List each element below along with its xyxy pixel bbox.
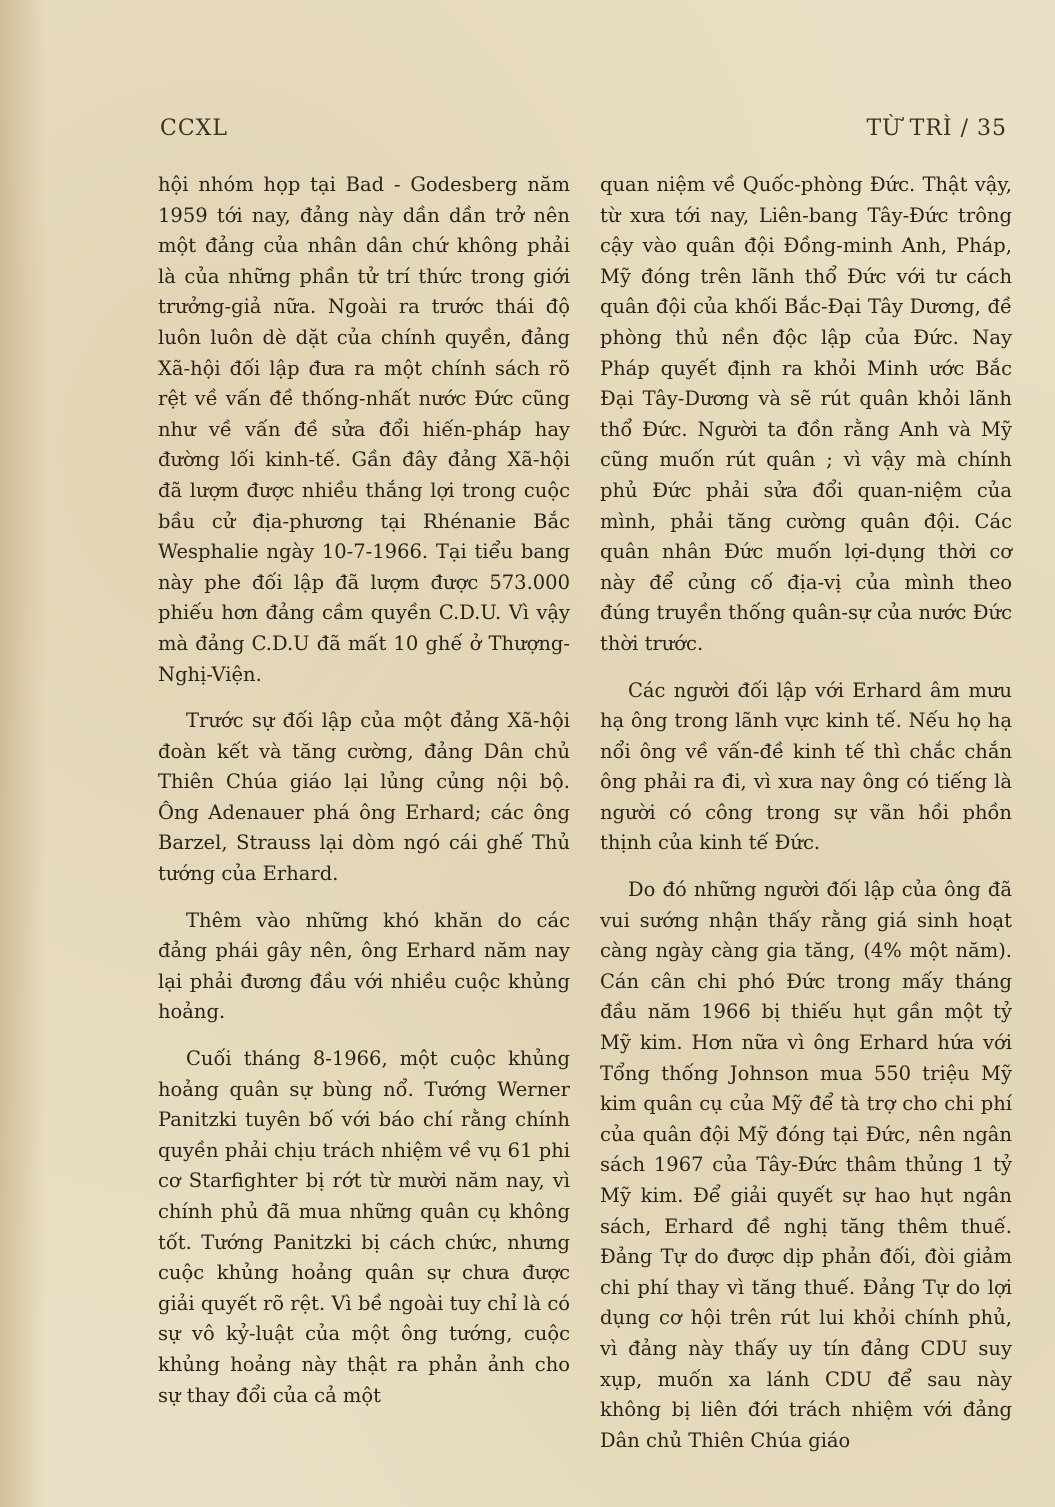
header-right-label: TỪ TRÌ / 35 — [866, 116, 1007, 141]
paragraph: Các người đối lập với Erhard âm mưu hạ ông trong lãnh vực kinh tế. Nếu họ hạ nổi ông về vấn-đề kinh tế thì chắc chắn ông phải ra đi, vì xưa nay ông có tiếng là người có công trong sự vãn hồi phồn thịnh của kinh tế Đức. — [600, 678, 1012, 855]
left-text-column — [158, 170, 570, 1427]
header-left-label: CCXL — [160, 116, 228, 141]
paragraph: hội nhóm họp tại Bad - Godesberg năm 1959 tới nay, đảng này dần dần trở nên một đảng của nhân dân chứ không phải là của những phần tử trí thức trong giới trưởng-giả nữa. Ngoài ra trước thái độ luôn luôn dè dặt của chính quyền, đảng Xã-hội đối lập đưa ra một chính sách rõ rệt về vấn đề thống-nhất nước Đức cũng như về vấn đề sửa đổi hiến-pháp hay đường lối kinh-tế. Gần đây đảng Xã-hội đã lượm được nhiều thắng lợi trong cuộc bầu cử địa-phương tại Rhénanie Bắc Wesphalie ngày 10-7-1966. Tại tiểu bang này phe đối lập đã lượm được 573.000 phiếu hơn đảng cầm quyền C.D.U. Vì vậy mà đảng C.D.U đã mất 10 ghế ở Thượng-Nghị-Viện. — [158, 173, 570, 686]
right-text-column — [600, 170, 1012, 1472]
paragraph: Do đó những người đối lập của ông đã vui sướng nhận thấy rằng giá sinh hoạt càng ngày càng gia tăng, (4% một năm). Cán cân chi phó Đức trong mấy tháng đầu năm 1966 bị thiếu hụt gần một tỷ Mỹ kim. Hơn nữa vì ông Erhard hứa với Tổng thống Johnson mua 550 triệu Mỹ kim quân cụ của Mỹ để tà trợ cho chi phí của quân đội Mỹ đóng tại Đức, nên ngân sách 1967 của Tây-Đức thâm thủng 1 tỷ Mỹ kim. Để giải quyết sự hao hụt ngân sách, Erhard đề nghị tăng thêm thuế. Đảng Tự do được dịp phản đối, đòi giảm chi phí thay vì tăng thuế. Đảng Tự do lợi dụng cơ hội trên rút lui khỏi chính phủ, vì đảng này thấy uy tín đảng CDU suy xụp, muốn xa lánh CDU để sau này không bị liên đới trách nhiệm với đảng Dân chủ Thiên Chúa giáo — [600, 878, 1012, 1452]
paragraph: Trước sự đối lập của một đảng Xã-hội đoàn kết và tăng cường, đảng Dân chủ Thiên Chúa giáo lại lủng củng nội bộ. Ông Adenauer phá ông Erhard; các ông Barzel, Strauss lại dòm ngó cái ghế Thủ tướng của Erhard. — [158, 709, 570, 886]
paragraph: Cuối tháng 8-1966, một cuộc khủng hoảng quân sự bùng nổ. Tướng Werner Panitzki tuyên bố với báo chí rằng chính quyền phải chịu trách nhiệm về vụ 61 phi cơ Starfighter bị rớt từ mười năm nay, vì chính phủ đã mua những quân cụ không tốt. Tướng Panitzki bị cách chức, nhưng cuộc khủng hoảng quân sự chưa được giải quyết rõ rệt. Vì bề ngoài tuy chỉ là có sự vô kỷ-luật của một ông tướng, cuộc khủng hoảng này thật ra phản ảnh cho sự thay đổi của cả một — [158, 1047, 570, 1407]
paragraph: quan niệm về Quốc-phòng Đức. Thật vậy, từ xưa tới nay, Liên-bang Tây-Đức trông cậy vào quân đội Đồng-minh Anh, Pháp, Mỹ đóng trên lãnh thổ Đức với tư cách quân đội của khối Bắc-Đại Tây Dương, đề phòng thủ nền độc lập của Đức. Nay Pháp quyết định ra khỏi Minh ước Bắc Đại Tây-Dương và sẽ rút quân khỏi lãnh thổ Đức. Người ta đồn rằng Anh và Mỹ cũng muốn rút quân ; vì vậy mà chính phủ Đức phải sửa đổi quan-niệm của mình, phải tăng cường quân đội. Các quân nhân Đức muốn lợi-dụng thời cơ này để củng cố địa-vị của mình theo đúng truyền thống quân-sự của nước Đức thời trước. — [600, 173, 1012, 655]
page-edge-shadow — [0, 0, 46, 1507]
paragraph: Thêm vào những khó khăn do các đảng phái gây nên, ông Erhard năm nay lại phải đương đầu với nhiều cuộc khủng hoảng. — [158, 908, 570, 1024]
